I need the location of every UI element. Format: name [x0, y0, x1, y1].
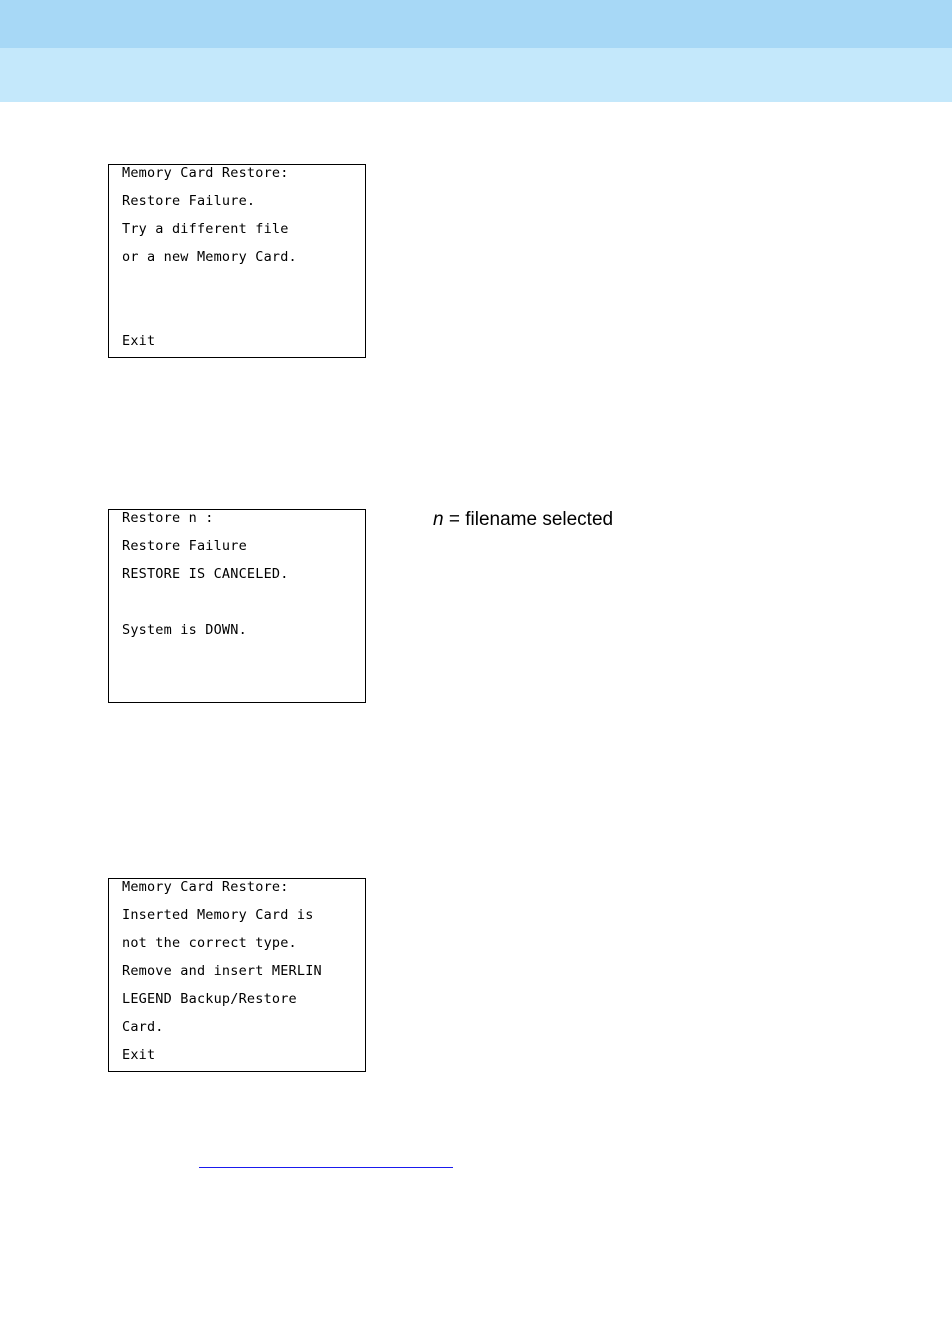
screen-line: LEGEND Backup/Restore: [122, 991, 297, 1007]
screen-line: Inserted Memory Card is: [122, 907, 314, 923]
screen-line: System is DOWN.: [122, 622, 247, 638]
display-screen-wrong-card-type: [108, 878, 366, 1072]
display-screen-restore-canceled: [108, 509, 366, 703]
exit-option[interactable]: Exit: [122, 333, 156, 349]
screen-line: or a new Memory Card.: [122, 249, 297, 265]
header-band-bottom: [0, 48, 952, 102]
screen-line: Card.: [122, 1019, 164, 1035]
screen-line: Memory Card Restore:: [122, 165, 289, 181]
filename-note: [433, 509, 613, 531]
exit-option[interactable]: Exit: [122, 1047, 156, 1063]
screen-line: RESTORE IS CANCELED.: [122, 566, 289, 582]
screen-line: Restore Failure: [122, 538, 247, 554]
screen-line: Try a different file: [122, 221, 289, 237]
variable-name: n: [433, 509, 444, 530]
note-text: = filename selected: [443, 509, 614, 530]
screen-line: Memory Card Restore:: [122, 879, 289, 895]
screen-line: not the correct type.: [122, 935, 297, 951]
screen-line: Restore Failure.: [122, 193, 256, 209]
screen-line: Restore n :: [122, 510, 214, 526]
hyperlink-underline[interactable]: [199, 1167, 453, 1168]
screen-line: Remove and insert MERLIN: [122, 963, 322, 979]
header-band-top: [0, 0, 952, 48]
display-screen-restore-failure: [108, 164, 366, 358]
